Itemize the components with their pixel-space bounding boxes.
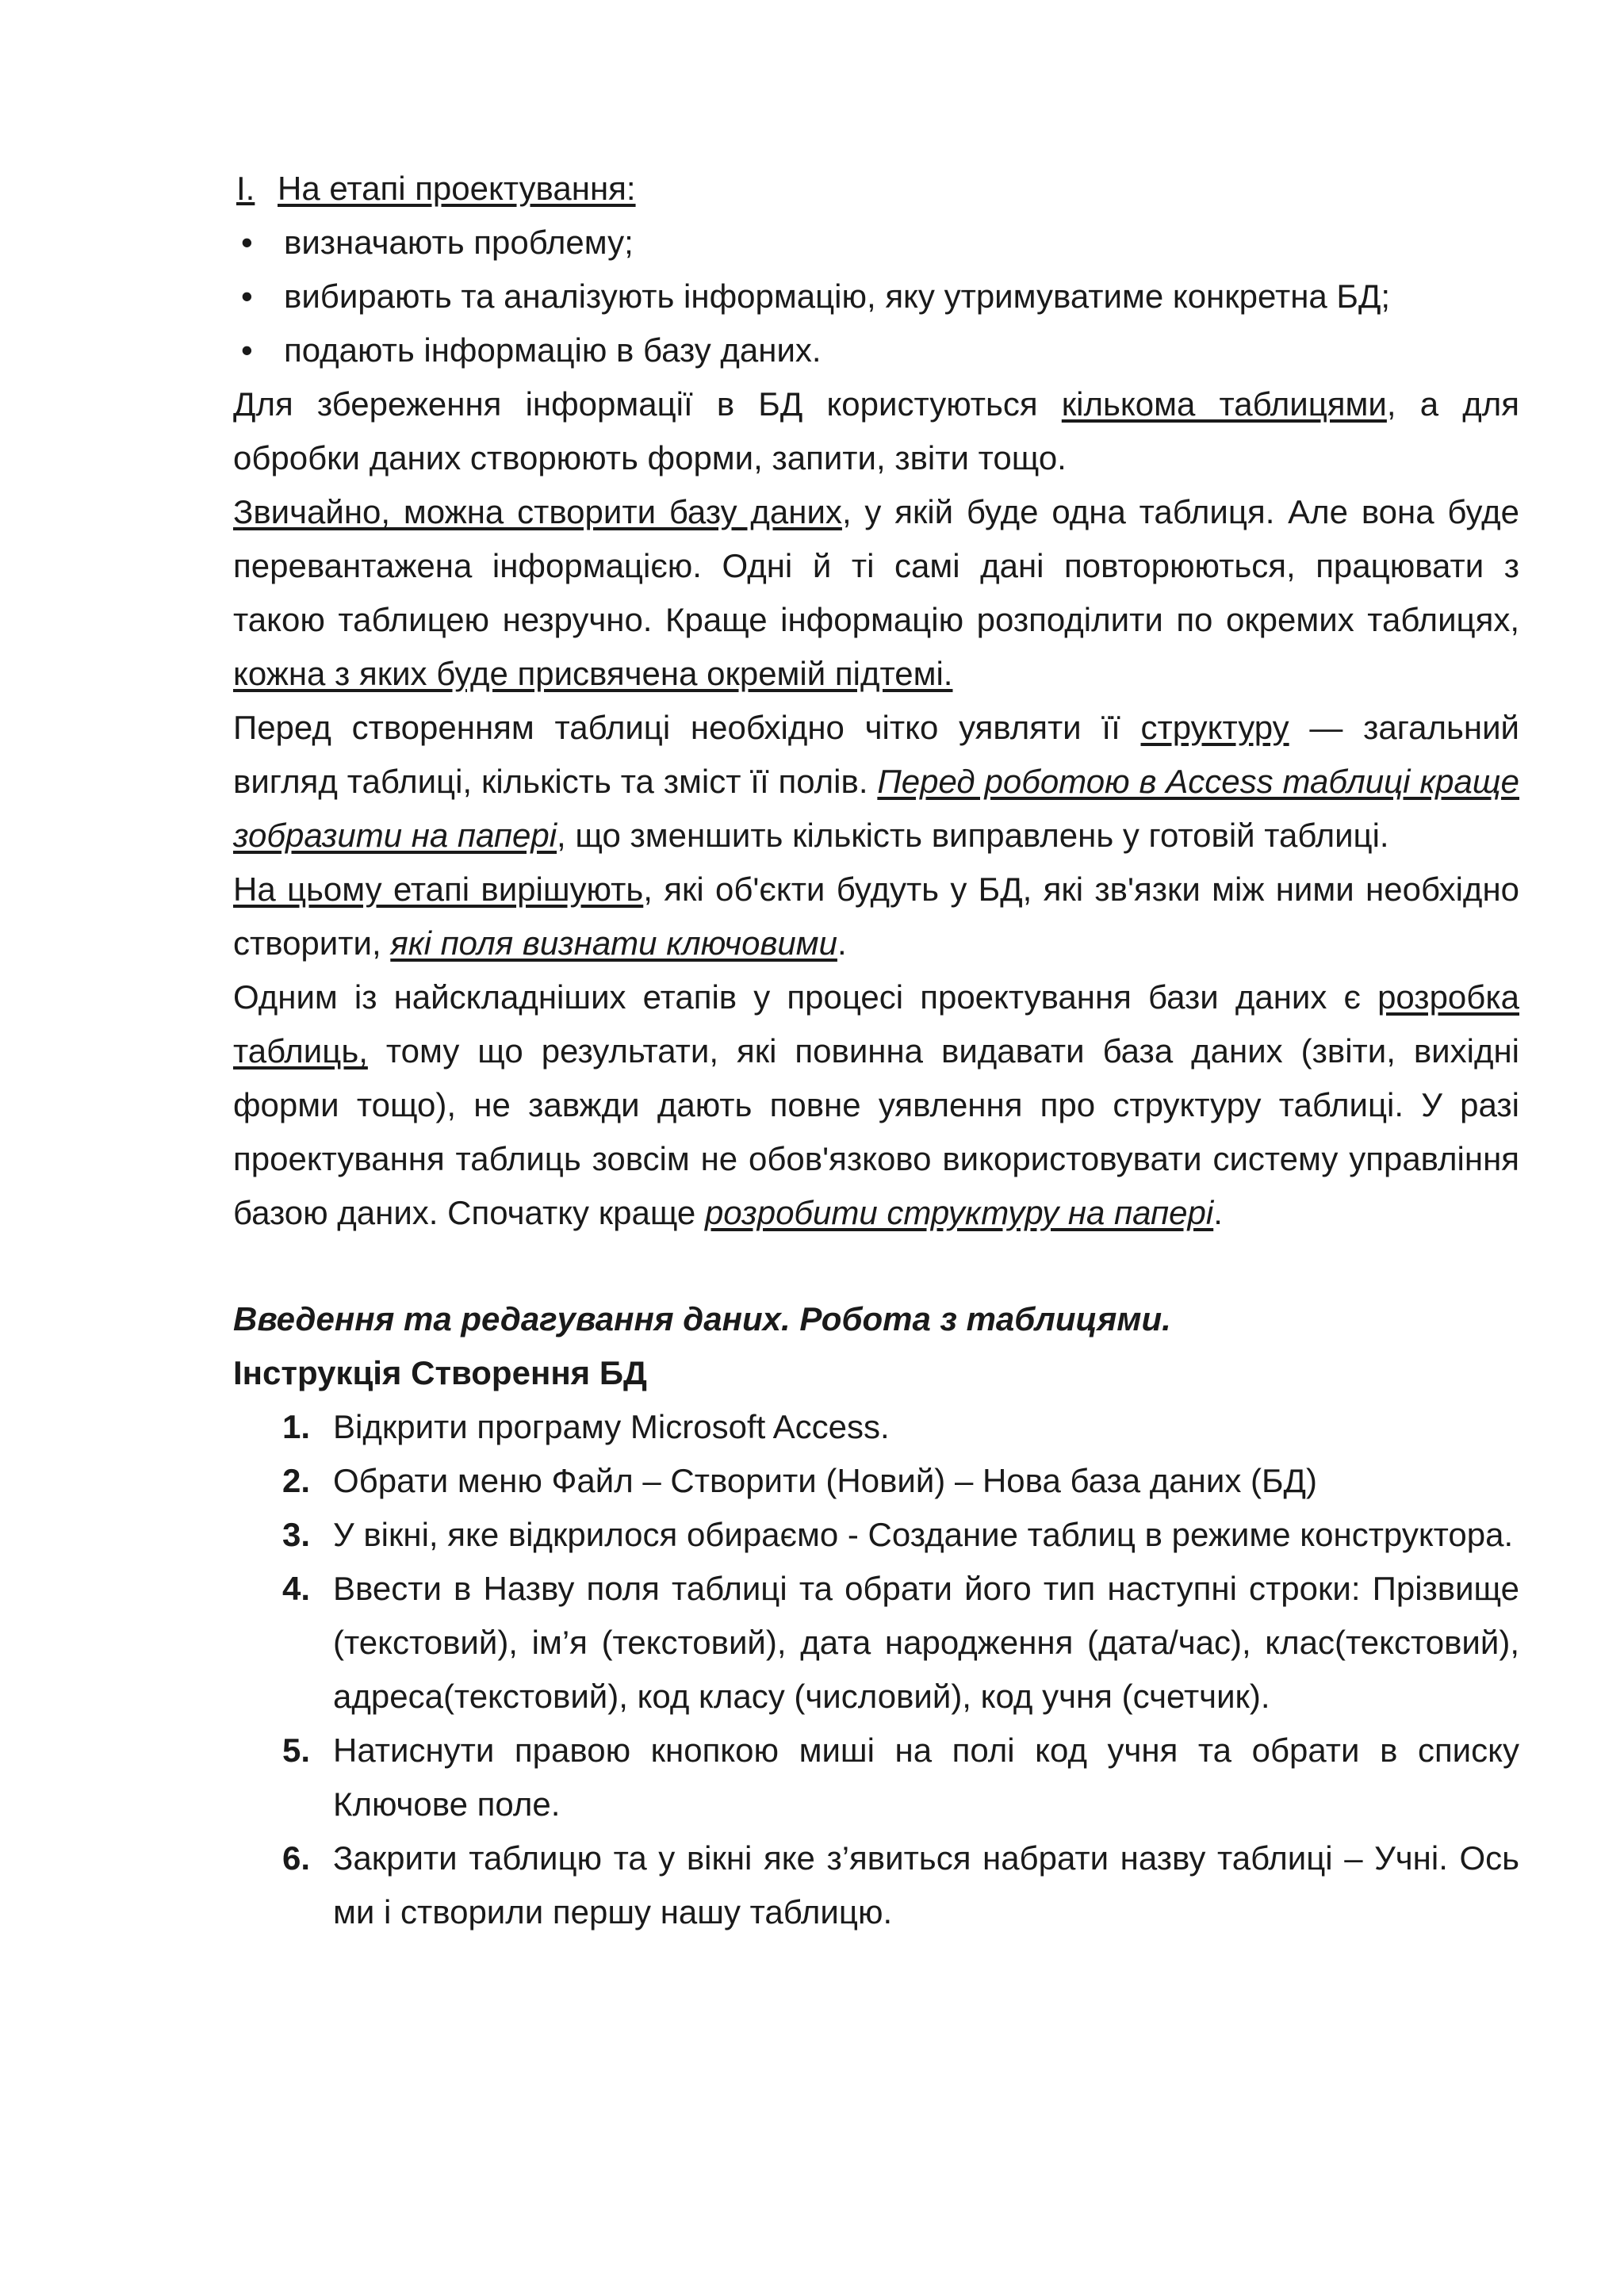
underlined-text: Звичайно, можна створити базу даних (233, 493, 842, 530)
step-item (233, 1831, 1519, 1939)
blank-line (233, 1240, 1519, 1292)
text-run: Перед створенням таблиці необхідно чітко уявляти її (233, 709, 1141, 746)
text-run: Для збереження інформації в БД користуються (233, 385, 1062, 423)
step-item (233, 1724, 1519, 1831)
step-text: Закрити таблицю та у вікні яке з’явиться набрати назву таблиці – Учні. Ось ми і створили першу нашу таблицю. (333, 1839, 1519, 1931)
step-text: Відкрити програму Microsoft Access. (333, 1408, 890, 1445)
step-text: У вікні, яке відкрилося обираємо - Создание таблиц в режиме конструктора. (333, 1516, 1514, 1553)
step-number: 6. (282, 1839, 311, 1877)
step-item (233, 1454, 1519, 1508)
instruction-title: Інструкція Створення БД (233, 1354, 647, 1391)
stage-numeral: I. (236, 170, 255, 207)
step-number: 4. (282, 1570, 311, 1607)
underlined-text: розробка таблиць, (233, 978, 1519, 1070)
bullet-item: • подають інформацію в базу даних. (233, 323, 1519, 377)
underlined-text: кожна з яких буде присвячена окремій підтемі. (233, 655, 953, 692)
text-run: , що зменшить кількість виправлень у готовій таблиці. (557, 817, 1389, 854)
text-run: тому що результати, які повинна видавати база даних (звіти, вихідні форми тощо), не завжди дають повне уявлення про структуру таблиці. У разі проектування таблиць зовсім не обов'язково використовувати систему управління базою даних. Спочатку краще (233, 1032, 1519, 1231)
underlined-text: структуру (1140, 709, 1289, 746)
text-run: Одним із найскладніших етапів у процесі проектування бази даних є (233, 978, 1378, 1016)
step-item (233, 1562, 1519, 1724)
text-run: . (837, 924, 847, 962)
bullet-item: • визначають проблему; (233, 216, 1519, 270)
underlined-italic-text: Перед роботою в Access таблиці краще зобразити на папері (233, 763, 1519, 854)
paragraph-tables (233, 377, 1519, 485)
step-text: Ввести в Назву поля таблиці та обрати його тип наступні строки: Прізвище (текстовий), ім’я (текстовий), дата народження (дата/час), клас(текстовий), адреса(текстовий), код класу (числовий), код учня (счетчик). (333, 1570, 1519, 1715)
stage-heading (236, 162, 1519, 216)
paragraph-single-table (233, 485, 1519, 701)
step-number: 2. (282, 1462, 311, 1499)
underlined-italic-text: які поля визнати ключовими (390, 924, 837, 962)
step-text: Обрати меню Файл – Створити (Новий) – Нова база даних (БД) (333, 1462, 1317, 1499)
text-run: , які об'єкти будуть у БД, які зв'язки між ними необхідно створити, (233, 871, 1519, 962)
step-number: 1. (282, 1408, 311, 1445)
paragraph-design-tables (233, 970, 1519, 1240)
document-page (233, 162, 1519, 1939)
underlined-text: На цьому етапі вирішують (233, 871, 644, 908)
step-number: 3. (282, 1516, 311, 1553)
steps-list (233, 1400, 1519, 1939)
text-run: , у якій буде одна таблиця. Але вона буде перевантажена інформацією. Одні й ті самі дані повторюються, працювати з такою таблицею незручно. Краще інформацію розподілити по окремих таблицях, (233, 493, 1520, 638)
text-run: . (1213, 1194, 1223, 1231)
bullet-item: • вибирають та аналізують інформацію, яку утримуватиме конкретна БД; (233, 270, 1519, 323)
text-run: — загальний вигляд таблиці, кількість та зміст її полів. (233, 709, 1520, 800)
step-item (233, 1508, 1519, 1562)
paragraph-decisions (233, 863, 1519, 970)
section-title: Введення та редагування даних. Робота з таблицями. (233, 1300, 1171, 1337)
paragraph-structure (233, 701, 1519, 863)
step-number: 5. (282, 1732, 311, 1769)
step-text: Натиснути правою кнопкою миші на полі код учня та обрати в списку Ключове поле. (333, 1732, 1519, 1823)
underlined-text: кількома таблицями (1061, 385, 1387, 423)
step-item (233, 1400, 1519, 1454)
stage-title: На етапі проектування: (278, 170, 636, 207)
underlined-italic-text: розробити структуру на папері (704, 1194, 1214, 1231)
bullet-list (233, 216, 1519, 377)
text-run: , а для обробки даних створюють форми, запити, звіти тощо. (233, 385, 1519, 476)
